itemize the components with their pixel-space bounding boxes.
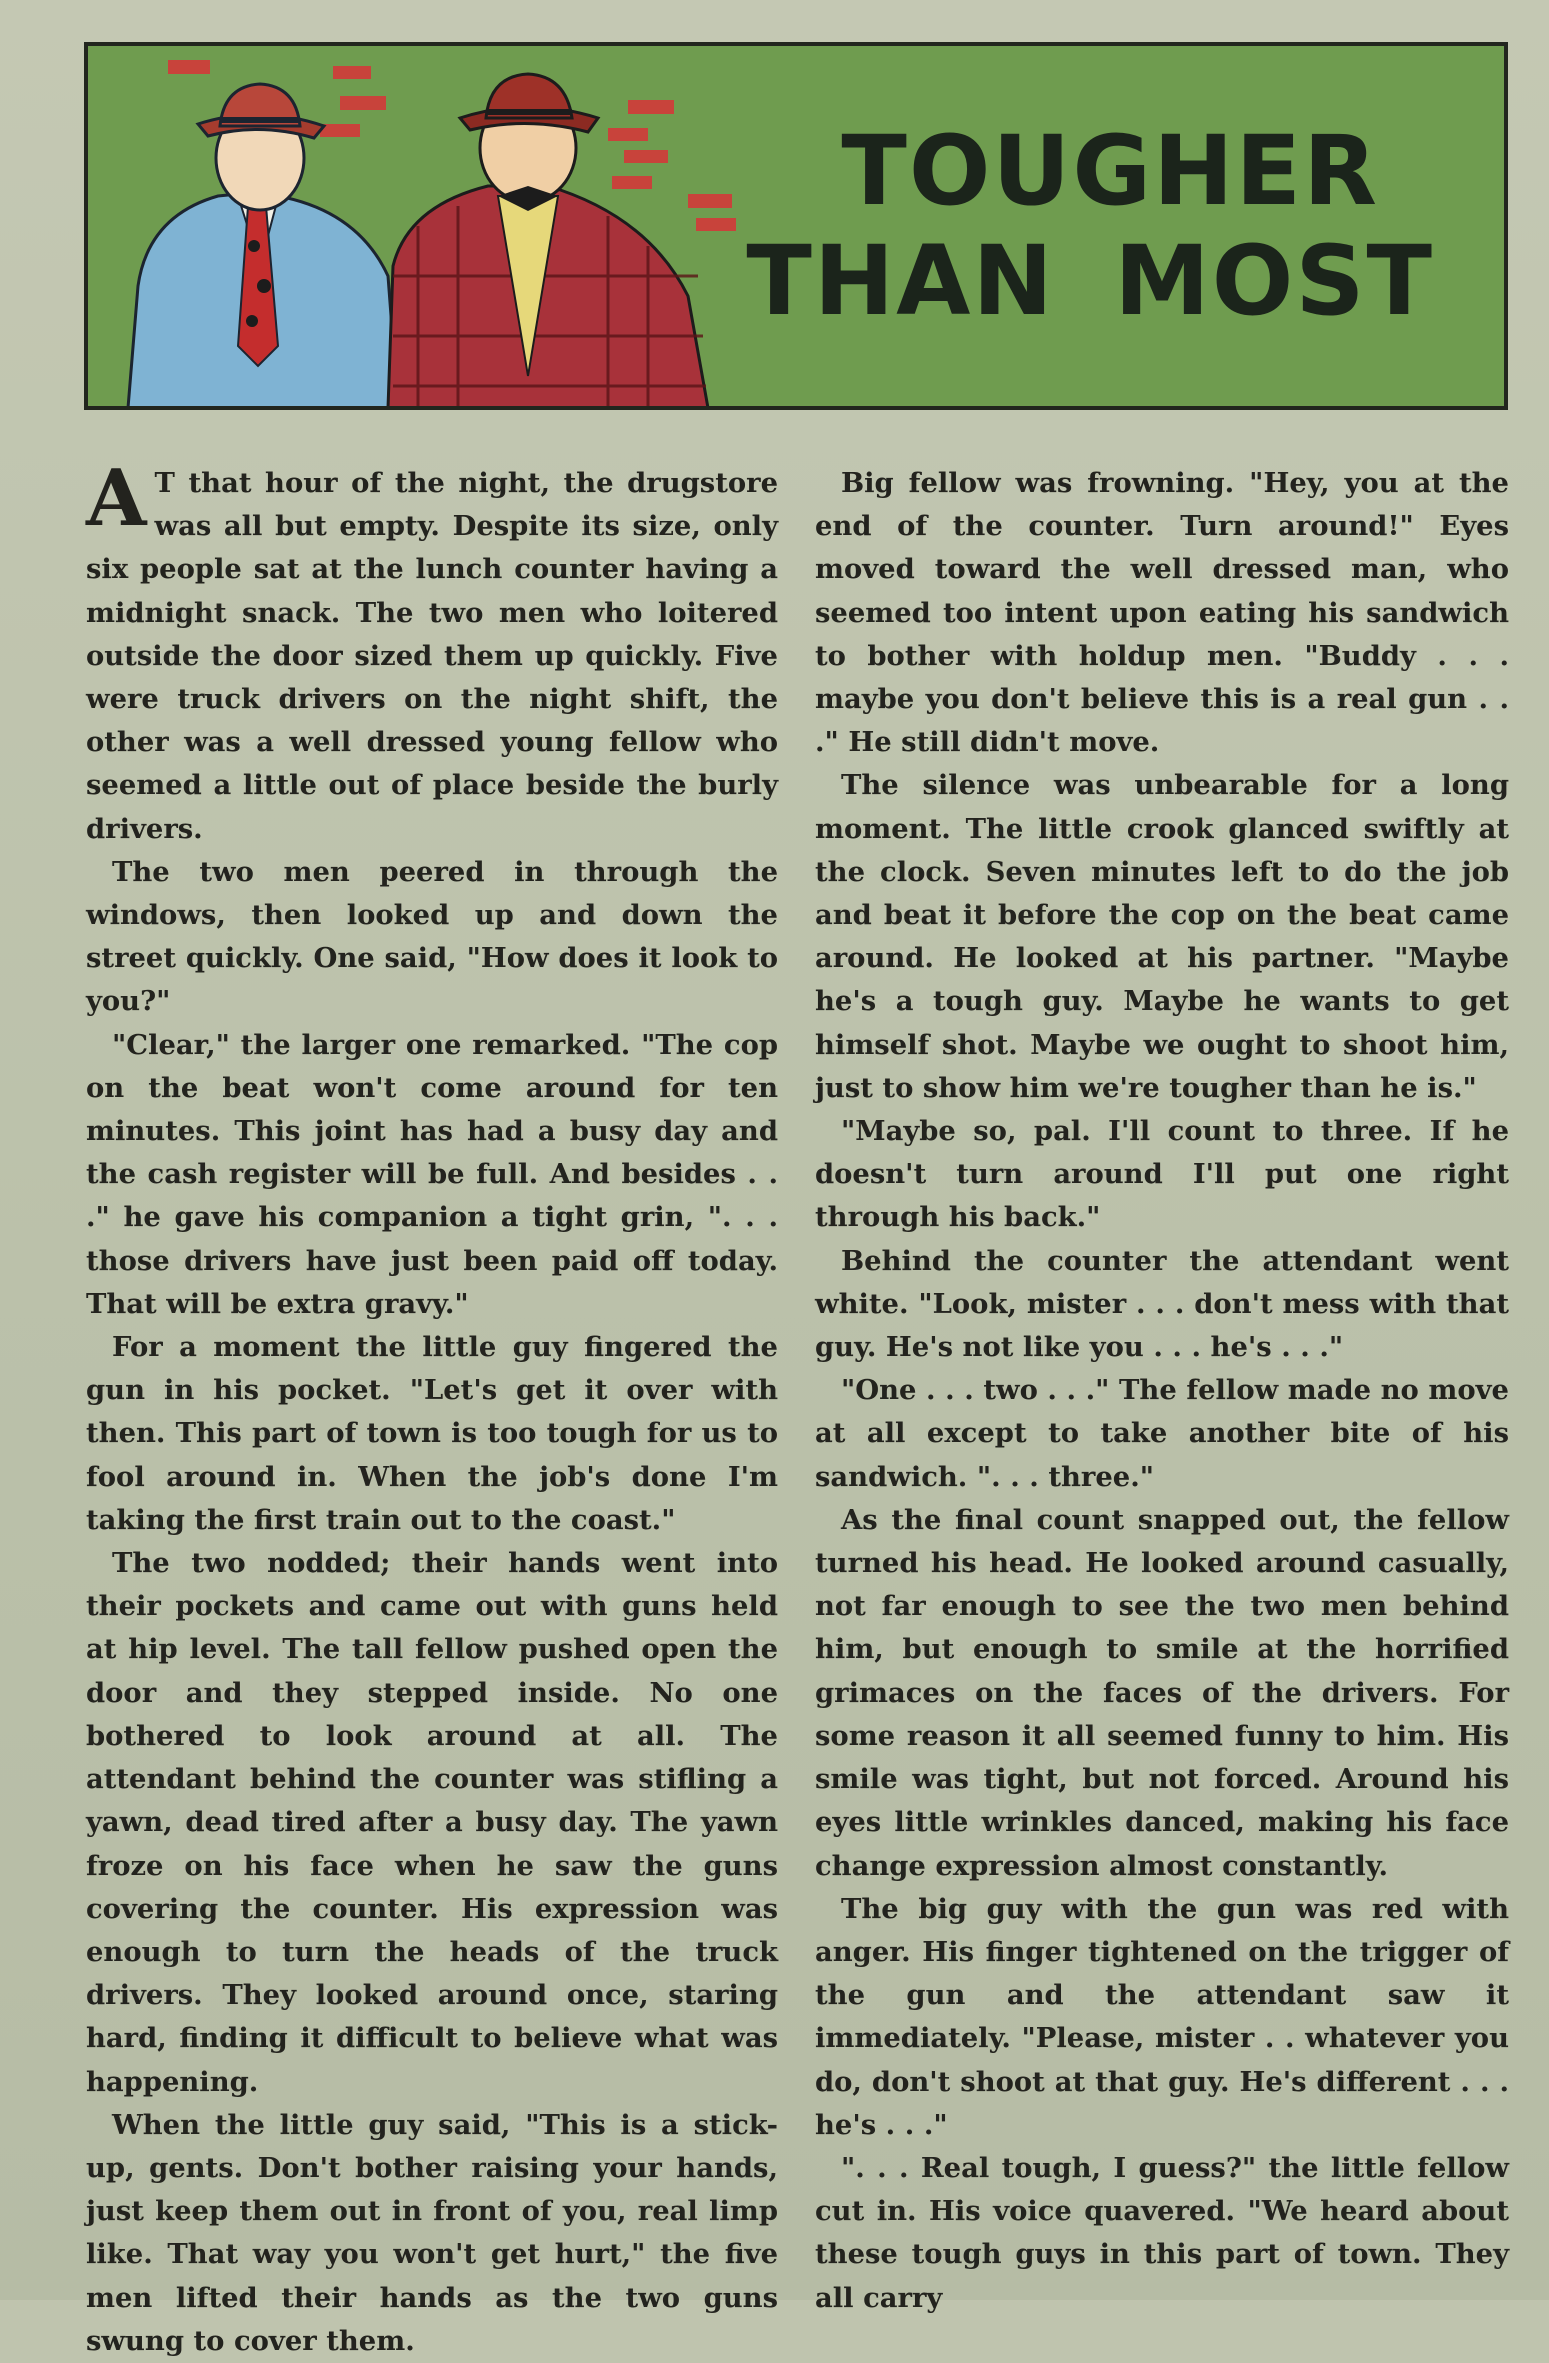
drop-cap: A	[86, 453, 147, 544]
left-column	[86, 453, 778, 2363]
paragraph: For a moment the little guy fingered the gun in his pocket. "Let's get it over with then. This part of town is too tough for us to fool around in. When the job's done I'm taking the first train out to the coast."	[86, 1331, 778, 1536]
title-banner	[84, 42, 1508, 410]
paragraph: "One . . . two . . ." The fellow made no move at all except to take another bite of his sandwich. ". . . three."	[815, 1374, 1509, 1493]
paragraph: "Clear," the larger one remarked. "The cop on the beat won't come around for ten minutes. This joint has had a busy day and the cash register will be full. And besides . . ." he gave his companion a tight grin, ". . . those drivers have just been paid off today. That will be extra gravy."	[86, 1028, 778, 1320]
two-men-illustration	[88, 46, 808, 408]
right-column	[815, 462, 1509, 2320]
paragraph: The big guy with the gun was red with anger. His finger tightened on the trigger of the gun and the attendant saw it immediately. "Please, mister . . whatever you do, don't shoot at that guy. He's different . . . he's . . ."	[815, 1892, 1509, 2141]
paragraph: The two men peered in through the windows, then looked up and down the street quickly. One said, "How does it look to you?"	[86, 855, 778, 1018]
paragraph: The silence was unbearable for a long moment. The little crook glanced swiftly at the clock. Seven minutes left to do the job and beat it before the cop on the beat came around. He looked at his partner. "Maybe he's a tough guy. Maybe he wants to get himself shot. Maybe we ought to shoot him, just to show him we're tougher than he is."	[815, 769, 1509, 1104]
story-title	[746, 116, 1434, 337]
paragraph: As the final count snapped out, the fellow turned his head. He looked around casually, not far enough to see the two men behind him, but enough to smile at the horrified grimaces on the faces of the drivers. For some reason it all seemed funny to him. His smile was tight, but not forced. Around his eyes little wrinkles danced, making his face change expression almost constantly.	[815, 1503, 1509, 1882]
paragraph: The two nodded; their hands went into their pockets and came out with guns held at hip level. The tall fellow pushed open the door and they stepped inside. No one bothered to look around at all. The attendant behind the counter was stifling a yawn, dead tired after a busy day. The yawn froze on his face when he saw the guns covering the counter. His expression was enough to turn the heads of the truck drivers. They looked around once, staring hard, finding it difficult to believe what was happening.	[86, 1547, 778, 2098]
paragraph: When the little guy said, "This is a stick-up, gents. Don't bother raising your hands, just keep them out in front of you, real limp like. That way you won't get hurt," the five men lifted their hands as the two guns swung to cover them.	[86, 2108, 778, 2357]
paragraph	[86, 453, 778, 851]
title-line-1: TOUGHER	[841, 115, 1380, 227]
paragraph: Big fellow was frowning. "Hey, you at the end of the counter. Turn around!" Eyes moved toward the well dressed man, who seemed too intent upon eating his sandwich to bother with holdup men. "Buddy . . . maybe you don't believe this is a real gun . . ." He still didn't move.	[815, 467, 1509, 759]
paragraph: "Maybe so, pal. I'll count to three. If he doesn't turn around I'll put one right through his back."	[815, 1115, 1509, 1234]
title-line-2: THAN MOST	[746, 225, 1434, 338]
paragraph: Behind the counter the attendant went white. "Look, mister . . . don't mess with that guy. He's not like you . . . he's . . ."	[815, 1244, 1509, 1364]
paragraph: ". . . Real tough, I guess?" the little fellow cut in. His voice quavered. "We heard about these tough guys in this part of town. They all carry	[815, 2151, 1509, 2314]
paragraph-text: T that hour of the night, the drugstore was all but empty. Despite its size, only six people sat at the lunch counter having a midnight snack. The two men who loitered outside the door sized them up quickly. Five were truck drivers on the night shift, the other was a well dressed young fellow who seemed a little out of place beside the burly drivers.	[86, 467, 778, 845]
